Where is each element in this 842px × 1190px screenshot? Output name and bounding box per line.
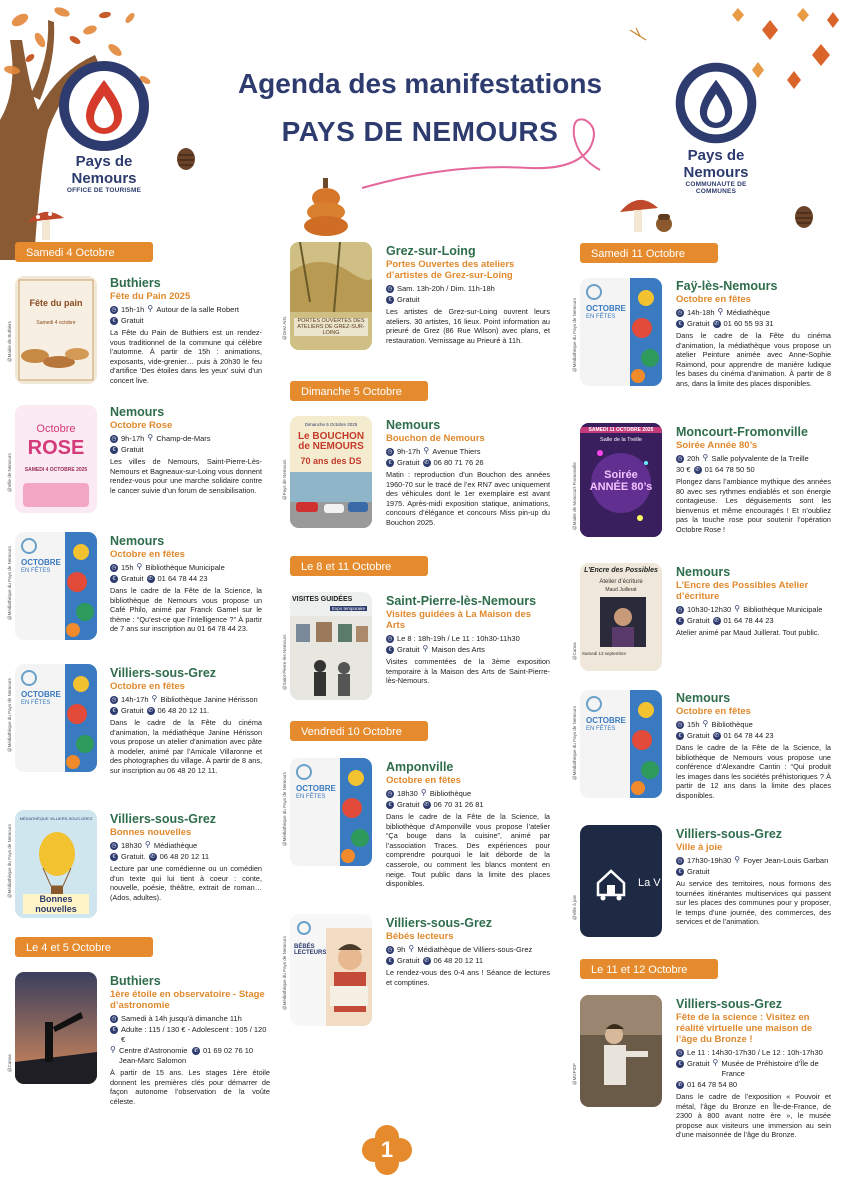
euro-icon: €	[110, 446, 118, 454]
photo-credit: @Médiathèque du Pays de Nemours	[7, 546, 12, 620]
event-title: Octobre Rose	[110, 420, 173, 431]
poster-title: VISITES GUIDÉES	[292, 596, 353, 603]
clock-icon: ◷	[677, 1050, 683, 1056]
event-description: Atelier animé par Maud Juillerat. Tout public.	[676, 628, 820, 637]
event-poster-image	[290, 416, 372, 528]
event-town: Villiers-sous-Grez	[676, 827, 783, 841]
mushroom-decoration	[618, 190, 674, 244]
poster-date: Samedi 4 octobre	[36, 320, 76, 326]
event-title: Portes Ouvertes des ateliers d’artistes de Grez-sur-Loing	[386, 259, 515, 281]
phone-icon: ✆	[193, 1048, 199, 1054]
event-poster-image	[290, 914, 372, 1026]
location-pin-icon: ⚲	[420, 788, 427, 797]
event-photo	[580, 995, 662, 1107]
poster-title: Octobre	[36, 423, 76, 435]
event-title: L’Encre des Possibles Atelier d’écriture	[676, 580, 809, 602]
event-time: ◷ 9h-17h ⚲ Champ-de-Mars	[111, 433, 211, 443]
poster-title: OCTOBRE	[21, 690, 61, 699]
location-pin-icon: ⚲	[734, 604, 741, 613]
clock-icon: ◷	[677, 310, 683, 316]
date-label-fri10: Vendredi 10 Octobre	[290, 721, 428, 741]
event-poster-image	[15, 276, 97, 384]
event-town: Grez-sur-Loing	[386, 244, 476, 258]
poster-title: OCTOBRE	[586, 304, 626, 313]
event-time: ◷ Le 11 : 14h30-17h30 / Le 12 : 10h-17h30	[677, 1048, 823, 1057]
clock-icon: ◷	[677, 722, 683, 728]
event-price: € Gratuit	[110, 445, 262, 455]
photo-credit: @Ville à joie	[572, 895, 577, 920]
event-time: ◷ 20h ⚲ Salle polyvalente de la Treille	[677, 453, 809, 463]
event-poster-image	[290, 758, 372, 866]
poster-title: Bonnes nouvelles	[23, 894, 89, 914]
event-time: ◷ 18h30 ⚲ Médiathèque	[111, 840, 198, 850]
clock-icon: ◷	[111, 565, 117, 571]
poster-title: Le BOUCHON de NEMOURS	[297, 431, 365, 452]
logo-text: La V	[638, 877, 661, 889]
event-time: ◷ 15h ⚲ Bibliothèque Municipale	[111, 562, 225, 572]
photo-credit: @Canva	[572, 642, 577, 660]
photo-credit: @Médiathèque du Pays de Nemours	[7, 678, 12, 752]
clock-icon: ◷	[677, 607, 683, 613]
clock-icon: ◷	[111, 436, 117, 442]
event-description: Dans le cadre de la Fête du cinéma d’animation, la médiathèque vous propose un atelier Peinture animée avec Anne-Sophie Raimond, pour apprendre de manière ludique les bases du cinéma d’animation. À partir de 8 ans, dans la limite des places disponibles.	[676, 331, 831, 388]
clock-icon: ◷	[387, 947, 393, 953]
location-pin-icon: ⚲	[147, 304, 154, 313]
photo-credit: @Ville de Nemours	[7, 453, 12, 492]
logo-subtitle: OFFICE DE TOURISME	[66, 187, 142, 194]
euro-icon: €	[386, 296, 394, 304]
event-title: Octobre en fêtes	[676, 294, 751, 305]
clock-icon: ◷	[387, 791, 393, 797]
event-poster-image	[15, 664, 97, 772]
event-description: Dans le cadre de la Fête de la Science, la bibliothèque de Nemours vous propose un Café Philo, animé par Franck Gamel sur le thème : “Qu’est-ce que l’intelligence ?” À partir de 7 ans sur inscription au 01 64 78 44 23.	[110, 586, 262, 634]
logo-subtitle: COMMUNAUTE DE COMMUNES	[685, 181, 747, 195]
phone-icon: ✆	[695, 467, 700, 473]
photo-credit: @Pays de Nemours	[282, 459, 287, 500]
page-subtitle: PAYS DE NEMOURS	[281, 116, 559, 147]
event-poster-image	[580, 690, 662, 798]
phone-icon: ✆	[714, 733, 719, 739]
euro-icon: €	[110, 317, 118, 325]
event-description: Les villes de Nemours, Saint-Pierre-Lès-Nemours et Bagneaux-sur-Loing vous donnent rendez-vous pour une marche solidaire contre le cancer suivie d’un forum de sensibilisation.	[110, 457, 262, 495]
poster-title: PORTES OUVERTES DES ATELIERS DE GREZ-SUR-LOING	[294, 318, 368, 336]
event-description: Dans le cadre de la Fête du cinéma d’animation, la médiathèque Janine Hérisson vous propose un atelier d’animation avec pâte à modeler, animé par l’Amicale Villaronne et des photographes du village. À partir de 8 ans, sur inscription au 06 48 20 12 11.	[110, 718, 262, 775]
poster-title: Fête du pain	[29, 298, 83, 308]
poster-title: OCTOBRE	[21, 558, 61, 567]
event-title: Ville à joie	[676, 842, 723, 853]
photo-credit: @Médiathèque du Pays de Nemours	[572, 706, 577, 780]
poster-subtitle: EN FÊTES	[21, 568, 51, 574]
euro-icon: €	[386, 801, 394, 809]
event-price: € Gratuit ✆ 06 80 71 76 26	[386, 458, 550, 468]
event-time: ◷ 9h ⚲ Médiathèque de Villiers-sous-Grez	[387, 944, 533, 954]
phone-icon: ✆	[148, 576, 153, 582]
photo-credit: @Médiathèque du Pays de Nemours	[282, 772, 287, 846]
phone-icon: ✆	[714, 321, 719, 327]
event-title: 1ère étoile en observatoire - Stage d’astronomie	[110, 989, 265, 1011]
event-price: € Gratuit	[386, 295, 550, 305]
euro-icon: €	[110, 1026, 118, 1034]
event-price: € Gratuit ✆ 06 48 20 12 11.	[110, 706, 262, 716]
event-time: ◷ Sam. 13h-20h / Dim. 11h-18h	[387, 284, 495, 293]
event-town: Villiers-sous-Grez	[110, 666, 217, 680]
event-town: Saint-Pierre-lès-Nemours	[386, 594, 537, 608]
event-description: Les artistes de Grez-sur-Loing ouvrent leurs ateliers. 30 artistes, 16 lieux. Point information au prieuré de Grez (86 Rue Wilson) avec plans, et restauration. Vernissage au Prieuré à 11h.	[386, 307, 550, 345]
location-pin-icon: ⚲	[422, 644, 429, 653]
event-town: Villiers-sous-Grez	[110, 812, 217, 826]
euro-icon: €	[386, 646, 394, 654]
event-price: € Gratuit	[110, 316, 262, 326]
event-time: ◷ 15h ⚲ Bibliothèque	[677, 719, 753, 729]
location-pin-icon: ⚲	[136, 562, 143, 571]
event-description: Dans le cadre de l’exposition « Pouvoir et métal, l’âge du Bronze en Île-de-France, de 2300 à 800 avant notre ère », le musée propose aux visiteurs une immersion au sein d’une maisonnée de l’âge du Bronze.	[676, 1092, 831, 1140]
event-town: Nemours	[386, 418, 441, 432]
poster-title: OCTOBRE	[296, 784, 336, 793]
clock-icon: ◷	[387, 286, 393, 292]
euro-icon: €	[676, 320, 684, 328]
pumpkin-decoration	[302, 178, 350, 236]
event-title: Octobre en fêtes	[676, 706, 751, 717]
pink-ribbon-decoration	[360, 108, 610, 198]
logo-name-line2: Nemours	[683, 164, 749, 181]
event-poster-image	[580, 423, 662, 537]
event-poster-image	[580, 278, 662, 386]
photo-credit: @Médiathèque du Pays de Nemours	[7, 824, 12, 898]
phone-icon: ✆	[424, 460, 429, 466]
clock-icon: ◷	[677, 456, 683, 462]
euro-icon: €	[110, 575, 118, 583]
clock-icon: ◷	[111, 843, 117, 849]
phone-icon: ✆	[424, 802, 429, 808]
photo-credit: @Médiathèque du Pays de Nemours	[572, 298, 577, 372]
mushroom-decoration	[24, 208, 74, 244]
photo-credit: @Grez Arts	[282, 316, 287, 340]
poster-big-text: Soirée ANNÉE 80’s	[589, 469, 653, 493]
poster-subtitle: Salle de la Treille	[600, 437, 642, 443]
location-pin-icon: ⚲	[110, 1045, 116, 1054]
location-pin-icon: ⚲	[702, 453, 709, 462]
event-logo-image	[580, 825, 662, 937]
event-description: Dans le cadre de la Fête de la Science, la bibliothèque d’Amponville vous propose l’atelier “Ça bouge dans la cuisine”, animé par l’association Traces. Des expériences pour comprendre pourquoi le lait déborde de la casserole, ou comment les blancs montent en neige. Tout public dans la limite des places disponibles.	[386, 812, 550, 889]
event-poster-image	[290, 242, 372, 350]
event-time: ◷ 15h-1h ⚲ Autour de la salle Robert	[111, 304, 239, 314]
event-description: Le rendez-vous des 0-4 ans ! Séance de lectures et comptines.	[386, 968, 550, 987]
event-time: ◷ 14h-17h ⚲ Bibliothèque Janine Hérisson	[111, 694, 258, 704]
tourism-office-logo	[48, 60, 160, 194]
house-truck-icon	[594, 867, 628, 901]
event-description: Lecture par une comédienne ou un comédien d’un texte qui lui tient à coeur : conte, nouvelle, poésie, théâtre, extrait de roman… (Ados, adultes).	[110, 864, 262, 902]
logo-name-line1: Pays de	[75, 153, 133, 170]
poster-date: Dimanche 5 Octobre 2025	[304, 422, 358, 427]
logo-name-line2: Nemours	[71, 170, 137, 187]
logo-name-line1: Pays de	[687, 147, 745, 164]
event-town: Nemours	[110, 405, 165, 419]
event-title: Visites guidées à La Maison des Arts	[386, 609, 532, 631]
event-town: Faÿ-lès-Nemours	[676, 279, 778, 293]
photo-credit: @Saint-Pierre-lès-Nemours	[282, 634, 287, 690]
water-drop-logo-icon	[56, 60, 152, 152]
page-number-text: 1	[380, 1137, 394, 1162]
event-poster-image	[580, 563, 662, 671]
euro-icon: €	[676, 617, 684, 625]
location-pin-icon: ⚲	[147, 433, 154, 442]
event-price: € Gratuit ✆ 06 48 20 12 11	[386, 956, 550, 966]
event-title: Octobre en fêtes	[110, 681, 185, 692]
event-time: ◷ 17h30-19h30 ⚲ Foyer Jean-Louis Garban	[677, 855, 829, 865]
poster-subtitle: Atelier d’écriture	[599, 579, 643, 585]
poster-title: L’Encre des Possibles	[584, 567, 658, 574]
clock-icon: ◷	[111, 1016, 117, 1022]
event-price: € Gratuit	[676, 867, 831, 877]
date-label-sat11: Samedi 11 Octobre	[580, 243, 718, 263]
event-price: € Gratuit ✆ 01 64 78 44 23	[676, 616, 831, 626]
poster-title: OCTOBRE	[586, 716, 626, 725]
event-time: ◷ 18h30 ⚲ Bibliothèque	[387, 788, 472, 798]
poster-date: SAMEDI 4 OCTOBRE 2025	[24, 467, 88, 473]
community-logo	[666, 60, 766, 195]
poster-big-text: 70 ans des DS	[300, 456, 362, 466]
location-pin-icon: ⚲	[423, 446, 430, 455]
phone-icon: ✆	[714, 618, 719, 624]
event-title: Bouchon de Nemours	[386, 433, 485, 444]
event-poster-image	[15, 810, 97, 918]
event-description: Visites commentées de la 3ème exposition temporaire à la Maison des Arts de Saint-Pierre-lès-Nemours.	[386, 657, 550, 686]
euro-icon: €	[386, 459, 394, 467]
euro-icon: €	[676, 1060, 684, 1068]
event-price: € Gratuit ⚲ Maison des Arts	[386, 645, 550, 655]
event-description: Dans le cadre de la Fête de la Science, la bibliothèque de Nemours vous propose une conférence d’Alexandre Cantin : “Qui produit les images dans les sociétés préhistoriques ? À partir de 12 ans dans la limite des places disponibles.	[676, 743, 831, 800]
poster-header: MÉDIATHÈQUE VILLIERS-SOUS-GREZ	[19, 816, 93, 821]
photo-credit: @MDPIDF	[572, 1063, 577, 1085]
event-town: Nemours	[676, 565, 731, 579]
photo-credit: @Mairie de Moncourt-Fromonville	[572, 462, 577, 530]
event-price: € Gratuit ✆ 01 60 55 93 31	[676, 319, 831, 329]
event-town: Amponville	[386, 760, 454, 774]
euro-icon: €	[676, 868, 684, 876]
pinecone-icon	[793, 203, 815, 229]
location-pin-icon: ⚲	[151, 694, 158, 703]
date-label-sat4: Samedi 4 Octobre	[15, 242, 153, 262]
event-town: Moncourt-Fromonville	[676, 425, 808, 439]
event-time: ◷ 14h-18h ⚲ Médiathèque	[677, 307, 770, 317]
poster-subtitle: EN FÊTES	[296, 794, 326, 800]
poster-title: BÉBÉS LECTEURS	[294, 944, 327, 956]
poster-date: SAMEDI 11 OCTOBRE 2025	[580, 427, 662, 433]
date-label-8-11: Le 8 et 11 Octobre	[290, 556, 428, 576]
event-title: Fête de la science : Visitez en réalité virtuelle une maison de l’âge du Bronze !	[676, 1012, 813, 1045]
event-price: € Gratuit ✆ 01 64 78 44 23	[110, 574, 262, 584]
phone-icon: ✆	[150, 854, 155, 860]
phone-icon: ✆	[148, 708, 153, 714]
clock-icon: ◷	[677, 858, 683, 864]
event-time: ◷ 9h-17h ⚲ Avenue Thiers	[387, 446, 481, 456]
photo-credit: @Mairie de Buthiers	[7, 321, 12, 362]
photo-credit: @Canva	[7, 1054, 12, 1072]
euro-icon: €	[110, 707, 118, 715]
event-description: Plongez dans l’ambiance mythique des années 80 avec ses rythmes endiablés et son énergie contagieuse. Les déguisements sont les bienvenus et même encouragés ! Et n’oubliez pas la touche rose pour soutenir l’opération Octobre Rose !	[676, 477, 831, 534]
event-time: ◷ Samedi à 14h jusqu’à dimanche 11h	[111, 1014, 242, 1023]
location-pin-icon: ⚲	[144, 840, 151, 849]
event-time: ◷ Le 8 : 18h-19h / Le 11 : 10h30-11h30	[387, 634, 520, 643]
phone-icon: ✆	[424, 958, 429, 964]
page-title: Agenda des manifestations	[237, 68, 603, 99]
event-town: Buthiers	[110, 974, 161, 988]
euro-icon: €	[110, 853, 118, 861]
event-town: Nemours	[110, 534, 165, 548]
event-price: 30 € ✆ 01 64 78 50 50	[676, 465, 755, 474]
clock-icon: ◷	[387, 636, 393, 642]
event-title: Octobre en fêtes	[386, 775, 461, 786]
event-poster-image	[290, 592, 372, 700]
event-photo	[15, 972, 97, 1084]
pinecone-icon	[175, 145, 197, 171]
clock-icon: ◷	[111, 307, 117, 313]
event-poster-image	[15, 405, 97, 513]
location-pin-icon: ⚲	[702, 719, 709, 728]
poster-subtitle: Expo temporaire	[332, 606, 366, 611]
event-town: Villiers-sous-Grez	[386, 916, 493, 930]
event-poster-image	[15, 532, 97, 640]
page-number	[362, 1125, 412, 1175]
location-pin-icon: ⚲	[734, 855, 741, 864]
event-location: ⚲ Centre d’Astronomie Jean-Marc Salomon ✆ 01 69 02 76 10	[110, 1045, 254, 1065]
event-description: À partir de 15 ans. Les stages 1ère étoile donnent les premières clés pour démarrer de façon autonome l’observation de la voûte céleste.	[110, 1068, 270, 1106]
event-time: ◷ 10h30-12h30 ⚲ Bibliothèque Municipale	[677, 604, 823, 614]
photo-credit: @Médiathèque du Pays de Nemours	[282, 936, 287, 1010]
poster-subtitle: EN FÊTES	[586, 314, 616, 320]
event-price: € Gratuit ✆ 01 64 78 44 23	[676, 731, 831, 741]
event-title: Octobre en fêtes	[110, 549, 185, 560]
clock-icon: ◷	[387, 449, 393, 455]
phone-icon: ✆	[677, 1082, 683, 1088]
event-phone: ✆ 01 64 78 54 80	[677, 1080, 738, 1089]
clock-icon: ◷	[111, 697, 117, 703]
event-title: Bébés lecteurs	[386, 931, 454, 942]
poster-author: Maud Juillerat	[605, 587, 637, 593]
event-price: € Gratuit ✆ 06 70 31 26 81	[386, 800, 550, 810]
poster-date: Samedi 13 septembre	[582, 651, 627, 656]
event-description: Au service des territoires, nous formons des tournées itinérantes multiservices qui passent sur les places des communes pour y proposer, le temps d’une journée, des commerces, des services et de l’animation.	[676, 879, 831, 927]
location-pin-icon: ⚲	[408, 944, 415, 953]
event-title: Soirée Année 80’s	[676, 440, 758, 451]
event-description: Matin : reproduction d’un Bouchon des années 1960-70 sur le tracé de l’ex RN7 avec uniquement des véhicules dont le 1er exemplaire est avant 1975. Après-midi exposition statique, animations, concours d’élégance et concours Miss pin-up du Bouchon 2025.	[386, 470, 550, 527]
date-label-4-5: Le 4 et 5 Octobre	[15, 937, 153, 957]
location-pin-icon: ⚲	[717, 307, 724, 316]
event-title: Fête du Pain 2025	[110, 291, 191, 302]
location-pin-icon: ⚲	[712, 1058, 719, 1067]
event-town: Nemours	[676, 691, 731, 705]
event-town: Villiers-sous-Grez	[676, 997, 783, 1011]
event-price: € Gratuit ⚲ Musée de Préhistoire d’Île de France	[676, 1059, 831, 1079]
event-town: Buthiers	[110, 276, 161, 290]
event-description: La Fête du Pain de Buthiers est un rendez-vous traditionnel de la commune qui célèbre l’automne. À partir de 15h : animations, exposants, vide-grenier… puis à 20h30 le feu d’artifice ‘Des étoiles dans les yeux’ suivi d’un concert live.	[110, 328, 262, 385]
water-drop-logo-icon	[673, 60, 759, 146]
poster-subtitle: EN FÊTES	[586, 726, 616, 732]
date-label-sun5: Dimanche 5 Octobre	[290, 381, 428, 401]
poster-big-text: ROSE	[27, 437, 85, 459]
euro-icon: €	[676, 732, 684, 740]
euro-icon: €	[386, 957, 394, 965]
date-label-11-12: Le 11 et 12 Octobre	[580, 959, 718, 979]
event-price: € Adulte : 115 / 130 € - Adolescent : 105 / 120 €	[110, 1025, 270, 1045]
event-price: € Gratuit. ✆ 06 48 20 12 11	[110, 852, 262, 862]
poster-subtitle: EN FÊTES	[21, 700, 51, 706]
event-title: Bonnes nouvelles	[110, 827, 192, 838]
